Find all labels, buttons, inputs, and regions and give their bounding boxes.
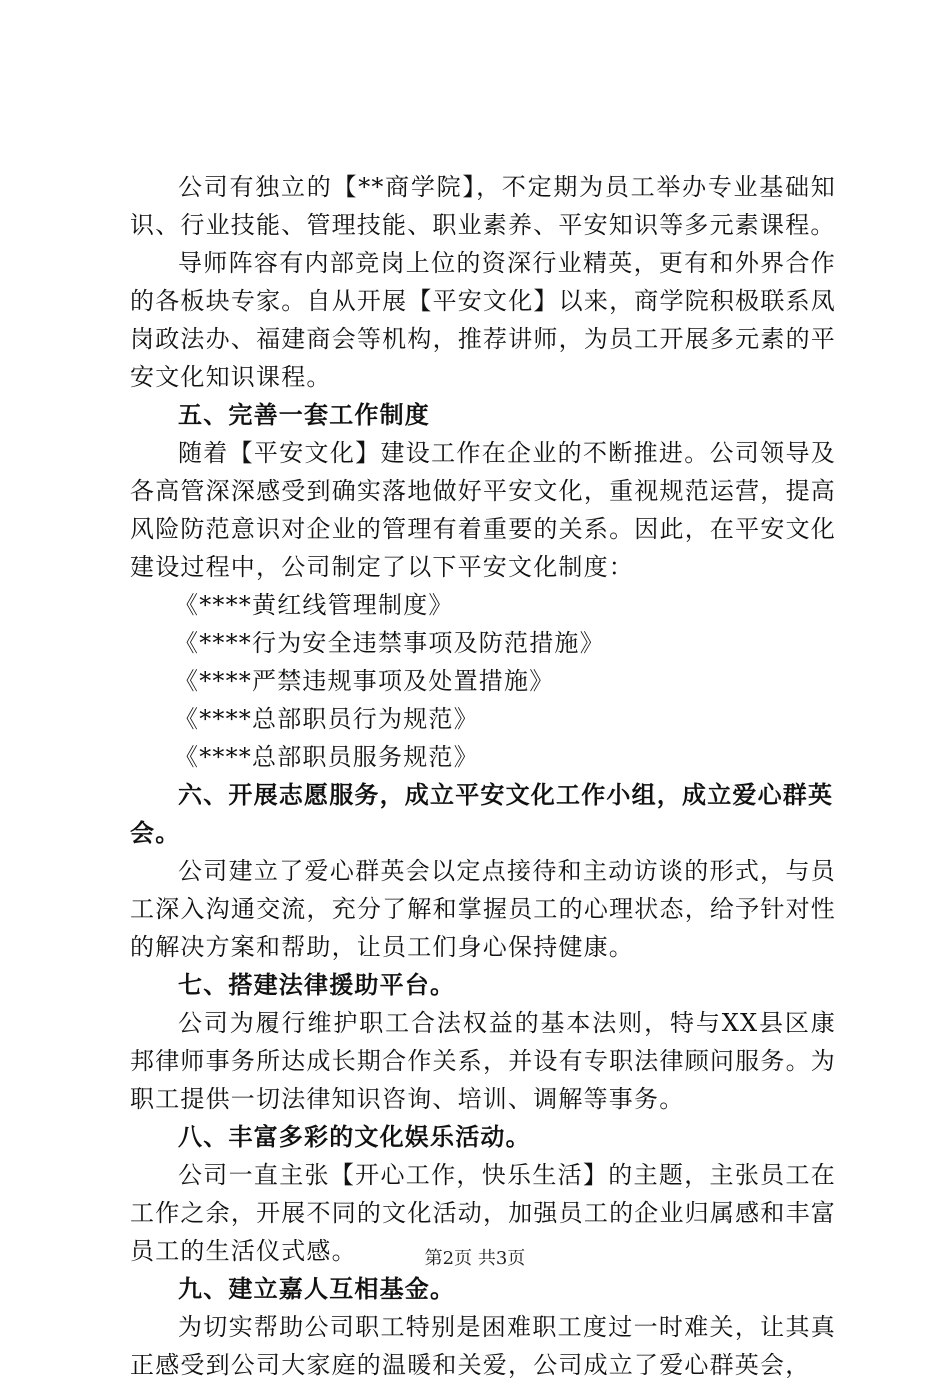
paragraph-fund: 为切实帮助公司职工特别是困难职工度过一时难关，让其真正感受到公司大家庭的温暖和关爱，公司成立了爱心群英会， <box>130 1313 836 1379</box>
document-body <box>130 168 836 1384</box>
regulation-item: 《****总部职员行为规范》 <box>174 705 479 733</box>
regulation-item: 《****黄红线管理制度》 <box>174 591 454 619</box>
regulation-item: 《****行为安全违禁事项及防范措施》 <box>174 629 605 657</box>
section-heading-9: 九、建立嘉人互相基金。 <box>178 1275 456 1303</box>
paragraph-legal-aid: 公司为履行维护职工合法权益的基本法则，特与XX县区康邦律师事务所达成长期合作关系，并设有专职法律顾问服务。为职工提供一切法律知识咨询、培训、调解等事务。 <box>130 1009 836 1113</box>
page-number-footer: 第2页 共3页 <box>424 1248 526 1269</box>
section-heading-5: 五、完善一套工作制度 <box>178 401 430 429</box>
section-heading-7: 七、搭建法律援助平台。 <box>178 971 456 999</box>
section-heading-6: 六、开展志愿服务，成立平安文化工作小组，成立爱心群英会。 <box>130 781 834 847</box>
regulation-item: 《****严禁违规事项及处置措施》 <box>174 667 555 695</box>
regulation-list <box>130 586 836 776</box>
paragraph-business-school: 公司有独立的【**商学院】，不定期为员工举办专业基础知识、行业技能、管理技能、职业素养、平安知识等多元素课程。 <box>130 173 836 239</box>
paragraph-culture-activities: 公司一直主张【开心工作，快乐生活】的主题，主张员工在工作之余，开展不同的文化活动，加强员工的企业归属感和丰富员工的生活仪式感。 <box>130 1161 836 1265</box>
paragraph-instructors: 导师阵容有内部竞岗上位的资深行业精英，更有和外界合作的各板块专家。自从开展【平安文化】以来，商学院积极联系凤岗政法办、福建商会等机构，推荐讲师，为员工开展多元素的平安文化知识课程。 <box>130 249 836 391</box>
paragraph-volunteer: 公司建立了爱心群英会以定点接待和主动访谈的形式，与员工深入沟通交流，充分了解和掌握员工的心理状态，给予针对性的解决方案和帮助，让员工们身心保持健康。 <box>130 857 836 961</box>
regulation-item: 《****总部职员服务规范》 <box>174 743 479 771</box>
section-heading-8: 八、丰富多彩的文化娱乐活动。 <box>178 1123 531 1151</box>
paragraph-work-system: 随着【平安文化】建设工作在企业的不断推进。公司领导及各高管深深感受到确实落地做好平安文化，重视规范运营，提高风险防范意识对企业的管理有着重要的关系。因此，在平安文化建设过程中，公司制定了以下平安文化制度： <box>130 439 836 581</box>
